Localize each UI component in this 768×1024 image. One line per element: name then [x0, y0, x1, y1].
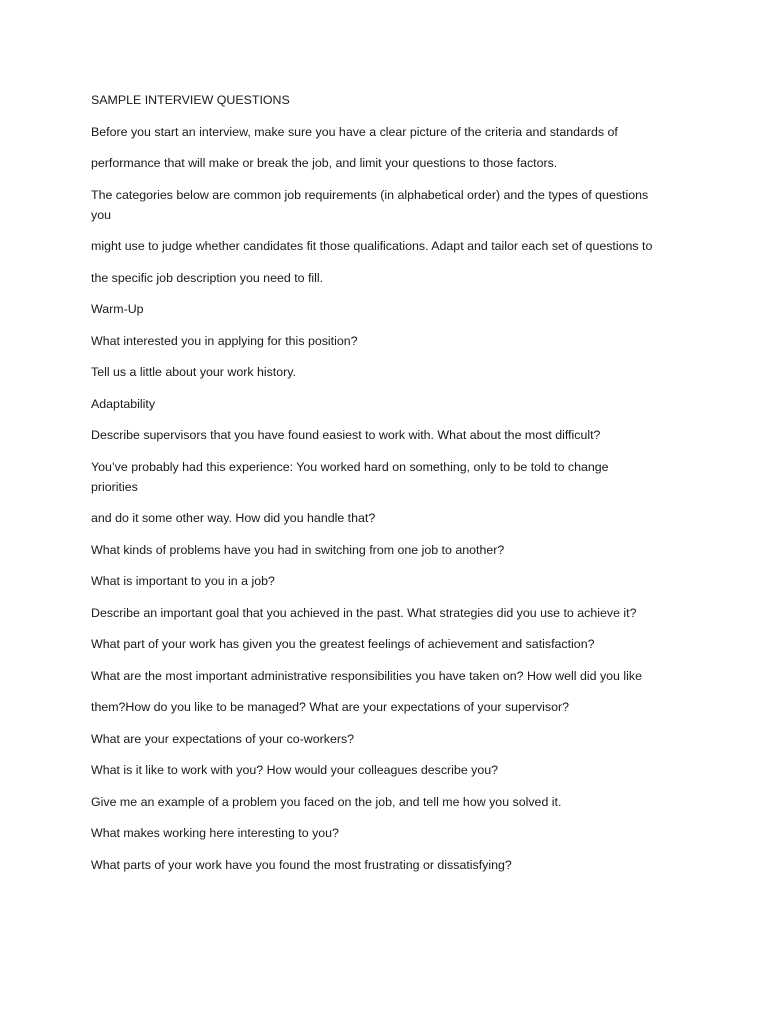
question-line: Describe supervisors that you have found easiest to work with. What about the most difficult? [91, 428, 601, 442]
question-line: What is important to you in a job? [91, 574, 275, 588]
document-body [91, 90, 691, 886]
question-line: What interested you in applying for this position? [91, 333, 358, 348]
intro-line: might use to judge whether candidates fit those qualifications. Adapt and tailor each set of questions to [91, 239, 653, 253]
question-line: You’ve probably had this experience: You worked hard on something, only to be told to change [91, 459, 609, 474]
intro-line: you [91, 207, 111, 222]
question-line: Give me an example of a problem you faced on the job, and tell me how you solved it. [91, 794, 562, 809]
document-title: SAMPLE INTERVIEW QUESTIONS [91, 93, 290, 107]
section-heading-warm-up: Warm-Up [91, 302, 144, 316]
question-line: What kinds of problems have you had in switching from one job to another? [91, 542, 505, 557]
question-line: Describe an important goal that you achieved in the past. What strategies did you use to achieve it? [91, 605, 637, 620]
question-line: and do it some other way. How did you handle that? [91, 511, 376, 525]
intro-line: performance that will make or break the job, and limit your questions to those factors. [91, 156, 558, 170]
question-line: What are your expectations of your co-workers? [91, 731, 355, 746]
question-line: What is it like to work with you? How would your colleagues describe you? [91, 763, 499, 777]
intro-line: the specific job description you need to fill. [91, 270, 324, 285]
question-line: priorities [91, 479, 138, 494]
intro-line: Before you start an interview, make sure you have a clear picture of the criteria and standards of [91, 124, 618, 139]
question-line: Tell us a little about your work history. [91, 365, 296, 379]
question-line: What makes working here interesting to you? [91, 826, 339, 840]
intro-line: The categories below are common job requirements (in alphabetical order) and the types of questions [91, 187, 649, 202]
question-line: What are the most important administrative responsibilities you have taken on? How well did you like [91, 668, 642, 683]
section-heading-adaptability: Adaptability [91, 396, 156, 411]
question-line: What parts of your work have you found the most frustrating or dissatisfying? [91, 857, 512, 872]
question-line: What part of your work has given you the greatest feelings of achievement and satisfaction? [91, 637, 595, 651]
question-line: them?How do you like to be managed? What are your expectations of your supervisor? [91, 700, 569, 714]
